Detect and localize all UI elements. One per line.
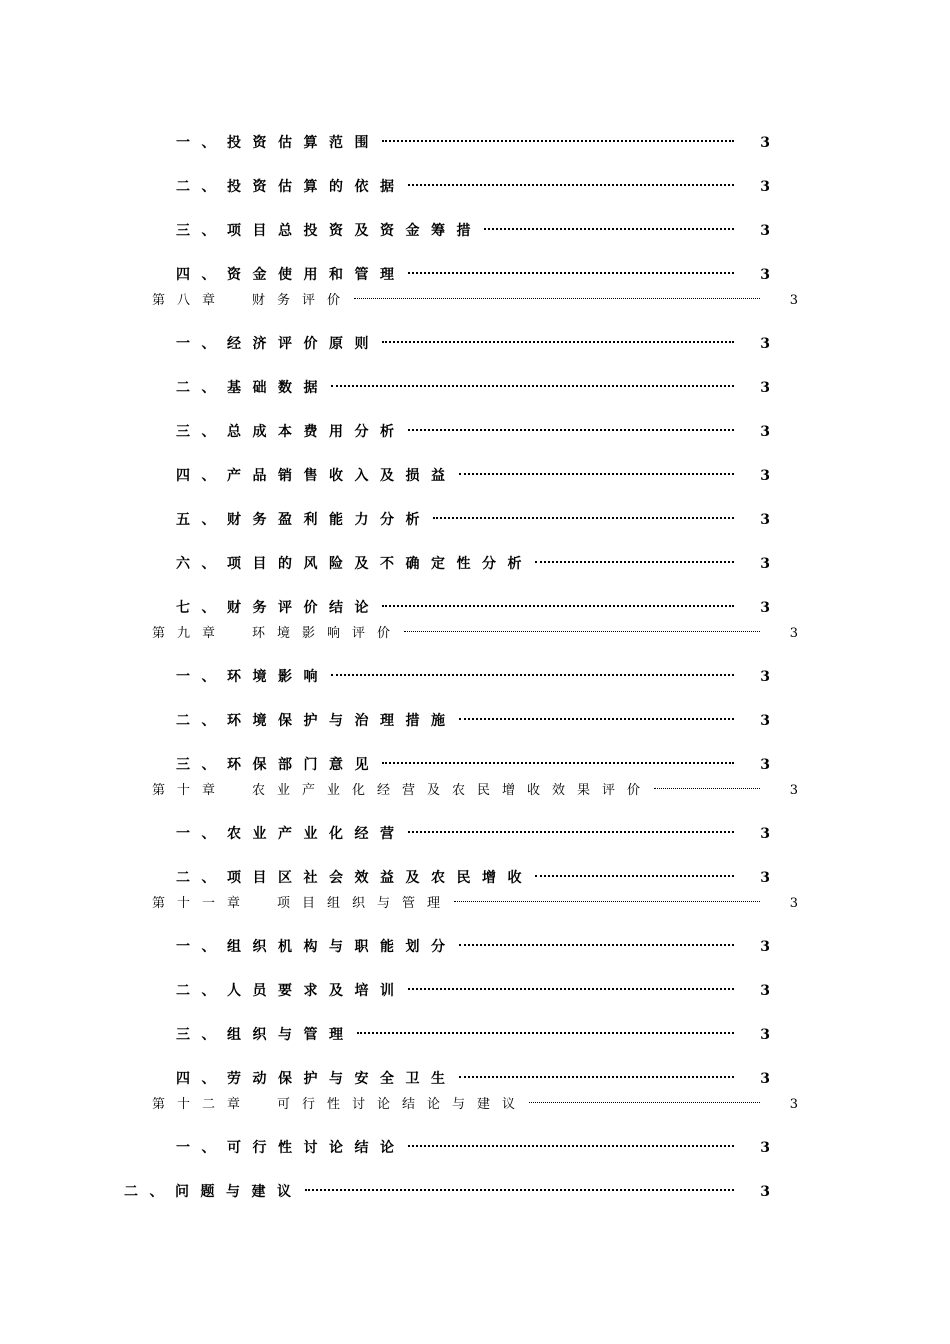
toc-entry-title: 四、劳动保护与安全卫生	[176, 1071, 457, 1087]
toc-entry-title: 一、组织机构与职能划分	[176, 939, 457, 955]
dot-leader	[529, 1088, 760, 1108]
toc-entry-title: 一、农业产业化经营	[176, 826, 406, 842]
dot-leader	[331, 661, 734, 681]
toc-entry[interactable]	[176, 215, 770, 239]
toc-entry-title: 四、产品销售收入及损益	[176, 468, 457, 484]
toc-entry-page: 3	[760, 223, 770, 239]
toc-entry[interactable]	[176, 975, 770, 999]
toc-entry-title: 第十一章 项目组织与管理	[152, 896, 453, 911]
toc-entry-page: 3	[760, 380, 770, 396]
dot-leader	[535, 862, 734, 882]
toc-entry-title: 第十章 农业产业化经营及农民增收效果评价	[152, 783, 653, 798]
toc-entry[interactable]	[176, 749, 770, 773]
toc-entry-title: 七、财务评价结论	[176, 600, 380, 616]
toc-entry-title: 二、基础数据	[176, 380, 329, 396]
dot-leader	[382, 127, 734, 147]
dot-leader	[408, 975, 735, 995]
toc-entry-page: 3	[760, 1027, 770, 1043]
toc-entry[interactable]	[176, 862, 770, 886]
toc-entry[interactable]	[176, 1063, 770, 1087]
toc-entry-page: 3	[760, 135, 770, 151]
toc-entry[interactable]	[176, 548, 770, 572]
toc-entry-title: 第十二章 可行性讨论结论与建议	[152, 1097, 528, 1112]
toc-entry[interactable]	[176, 171, 770, 195]
dot-leader	[459, 1063, 735, 1083]
toc-entry-page: 3	[789, 293, 798, 308]
toc-chapter-entry[interactable]	[152, 1088, 798, 1112]
toc-entry[interactable]	[124, 1176, 770, 1200]
dot-leader	[408, 259, 735, 279]
dot-leader	[433, 504, 734, 524]
dot-leader	[459, 460, 735, 480]
toc-entry-title: 六、项目的风险及不确定性分析	[176, 556, 533, 572]
toc-entry-page: 3	[760, 336, 770, 352]
toc-entry-page: 3	[760, 939, 770, 955]
toc-entry-page: 3	[760, 556, 770, 572]
dot-leader	[454, 887, 760, 907]
toc-chapter-entry[interactable]	[152, 887, 798, 911]
dot-leader	[305, 1176, 735, 1196]
toc-entry-page: 3	[760, 424, 770, 440]
toc-chapter-entry[interactable]	[152, 774, 798, 798]
toc-entry[interactable]	[176, 328, 770, 352]
dot-leader	[404, 617, 760, 637]
toc-entry-page: 3	[760, 1140, 770, 1156]
toc-entry[interactable]	[176, 661, 770, 685]
toc-entry-title: 三、组织与管理	[176, 1027, 355, 1043]
dot-leader	[535, 548, 734, 568]
dot-leader	[484, 215, 734, 235]
toc-entry-page: 3	[760, 1071, 770, 1087]
toc-chapter-entry[interactable]	[152, 617, 798, 641]
dot-leader	[408, 171, 735, 191]
toc-entry[interactable]	[176, 372, 770, 396]
dot-leader	[408, 818, 735, 838]
toc-entry-page: 3	[760, 713, 770, 729]
toc-entry-title: 一、可行性讨论结论	[176, 1140, 406, 1156]
toc-entry-title: 一、投资估算范围	[176, 135, 380, 151]
toc-entry[interactable]	[176, 1019, 770, 1043]
dot-leader	[459, 705, 735, 725]
toc-entry[interactable]	[176, 127, 770, 151]
toc-entry[interactable]	[176, 592, 770, 616]
toc-entry[interactable]	[176, 416, 770, 440]
toc-entry-title: 第九章 环境影响评价	[152, 626, 403, 641]
dot-leader	[408, 416, 735, 436]
toc-chapter-entry[interactable]	[152, 284, 798, 308]
toc-entry-page: 3	[760, 600, 770, 616]
dot-leader	[331, 372, 734, 392]
toc-entry-page: 3	[760, 267, 770, 283]
dot-leader	[408, 1132, 735, 1152]
dot-leader	[354, 284, 760, 304]
toc-entry-page: 3	[760, 757, 770, 773]
toc-entry-title: 二、环境保护与治理措施	[176, 713, 457, 729]
toc-entry-page: 3	[760, 1184, 770, 1200]
toc-entry-page: 3	[789, 1097, 798, 1112]
toc-entry[interactable]	[176, 931, 770, 955]
toc-entry-page: 3	[760, 669, 770, 685]
toc-entry-title: 三、环保部门意见	[176, 757, 380, 773]
toc-entry-title: 一、环境影响	[176, 669, 329, 685]
toc-entry-title: 三、项目总投资及资金筹措	[176, 223, 482, 239]
toc-entry-title: 二、人员要求及培训	[176, 983, 406, 999]
toc-entry-page: 3	[760, 983, 770, 999]
toc-entry-title: 二、项目区社会效益及农民增收	[176, 870, 533, 886]
toc-entry-title: 二、问题与建议	[124, 1184, 303, 1200]
toc-entry-title: 第八章 财务评价	[152, 293, 353, 308]
toc-entry-page: 3	[760, 826, 770, 842]
toc-entry[interactable]	[176, 460, 770, 484]
toc-entry[interactable]	[176, 504, 770, 528]
toc-entry-title: 五、财务盈利能力分析	[176, 512, 431, 528]
toc-entry[interactable]	[176, 818, 770, 842]
toc-entry-page: 3	[760, 512, 770, 528]
dot-leader	[382, 749, 734, 769]
dot-leader	[357, 1019, 735, 1039]
toc-entry-page: 3	[760, 870, 770, 886]
toc-entry-title: 一、经济评价原则	[176, 336, 380, 352]
toc-entry-page: 3	[789, 783, 798, 798]
toc-entry-page: 3	[789, 896, 798, 911]
toc-entry-page: 3	[760, 179, 770, 195]
toc-entry[interactable]	[176, 705, 770, 729]
dot-leader	[459, 931, 735, 951]
dot-leader	[654, 774, 760, 794]
dot-leader	[382, 592, 734, 612]
toc-entry-page: 3	[760, 468, 770, 484]
toc-entry[interactable]	[176, 1132, 770, 1156]
toc-entry-title: 二、投资估算的依据	[176, 179, 406, 195]
dot-leader	[382, 328, 734, 348]
toc-entry-title: 四、资金使用和管理	[176, 267, 406, 283]
toc-entry[interactable]	[176, 259, 770, 283]
toc-entry-page: 3	[789, 626, 798, 641]
toc-entry-title: 三、总成本费用分析	[176, 424, 406, 440]
